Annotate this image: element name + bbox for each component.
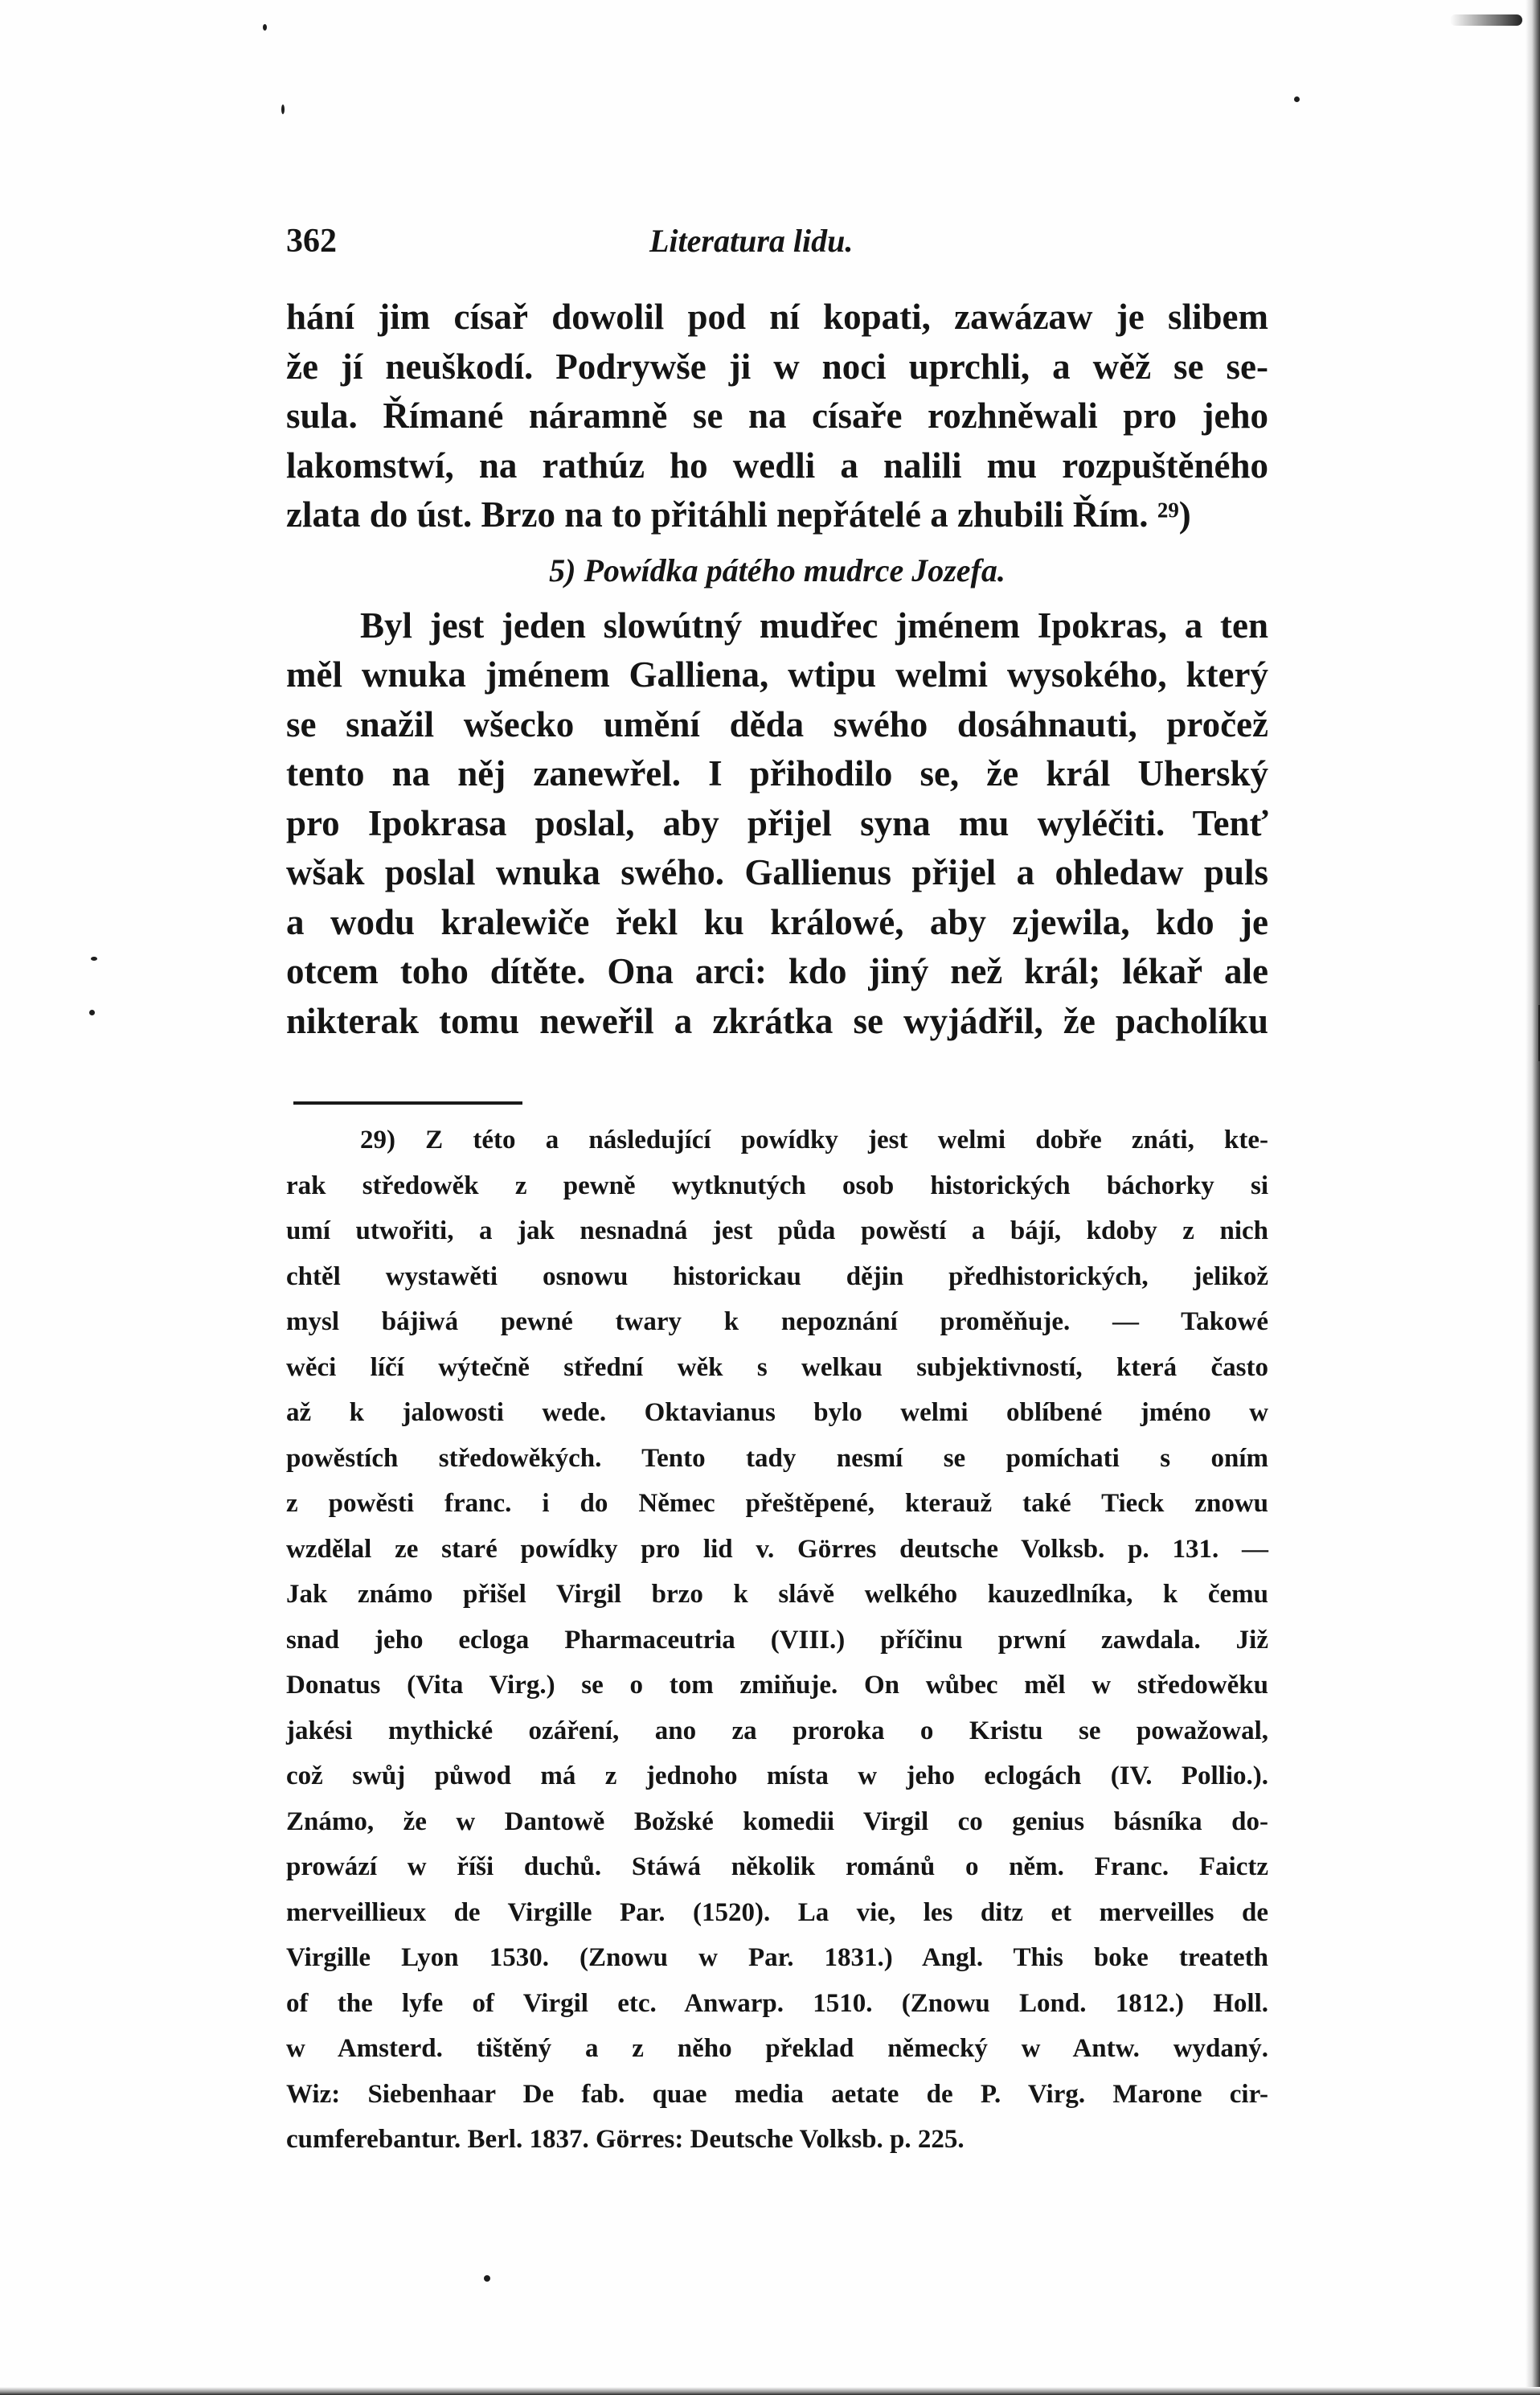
- footnote-line: Wiz: Siebenhaar De fab. quae media aetate de P. Virg. Marone cir-: [286, 2079, 1268, 2109]
- footnote-line: w Amsterd. tištěný a z něho překlad německý w Antw. wydaný.: [286, 2034, 1268, 2063]
- footnote-line: umí utwořiti, a jak nesnadná jest půda powěstí a bájí, kdoby z nich: [286, 1216, 1268, 1245]
- footnote-line: wěci líčí wýtečně střední wěk s welkau subjektivností, která často: [286, 1352, 1268, 1382]
- scan-speck: [89, 1010, 95, 1015]
- footnote-line: Známo, že w Dantowě Božské komedii Virgil co genius básníka do-: [286, 1807, 1268, 1836]
- footnote-line: merveillieux de Virgille Par. (1520). La vie, les ditz et merveilles de: [286, 1897, 1268, 1927]
- text-line: Byl jest jeden slowútný mudřec jménem Ipokras, a ten: [360, 605, 1268, 646]
- scan-speck: [263, 24, 267, 31]
- page-header: [286, 217, 1267, 265]
- scan-edge-bottom: [0, 2387, 1540, 2395]
- footnote-line: snad jeho ecloga Pharmaceutria (VIII.) příčinu prwní zawdala. Již: [286, 1625, 1268, 1655]
- footnote-line: až k jalowosti wede. Oktavianus bylo welmi oblíbené jméno w: [286, 1398, 1268, 1427]
- scan-speck: [281, 105, 285, 114]
- text-line: zlata do úst. Brzo na to přitáhli nepřátelé a zhubili Řím. ²⁹): [286, 494, 1191, 535]
- text-line: měl wnuka jménem Galliena, wtipu welmi wysokého, který: [286, 654, 1268, 695]
- scan-speck: [1294, 96, 1300, 102]
- footnote-line: rak středowěk z pewně wytknutých osob historických báchorky si: [286, 1171, 1268, 1200]
- scan-edge-corner: [1450, 14, 1522, 26]
- footnote-line: z powěsti franc. i do Němec přeštěpené, kterauž také Tieck znowu: [286, 1489, 1268, 1518]
- footnote-line: of the lyfe of Virgil etc. Anwarp. 1510. (Znowu Lond. 1812.) Holl.: [286, 1988, 1268, 2018]
- footnote-line: powěstích středowěkých. Tento tady nesmí se pomíchati s oním: [286, 1443, 1268, 1473]
- footnote-line: jakési mythické ozáření, ano za proroka o Kristu se powažowal,: [286, 1716, 1268, 1745]
- footnote-line: Jak známo přišel Virgil brzo k slávě welkého kauzedlníka, k čemu: [286, 1580, 1268, 1609]
- text-line: že jí neuškodí. Podrywše ji w noci uprchli, a wěž se se-: [286, 346, 1268, 387]
- text-line: sula. Římané náramně se na císaře rozhněwali pro jeho: [286, 396, 1268, 436]
- text-line: tento na něj zanewřel. I přihodilo se, že král Uherský: [286, 753, 1268, 794]
- footnote: [286, 1118, 1268, 2163]
- footnote-line: což swůj půwod má z jednoho místa w jeho eclogách (IV. Pollio.).: [286, 1761, 1268, 1790]
- footnote-line: chtěl wystawěti osnowu historickau dějin předhistorických, jelikož: [286, 1261, 1268, 1291]
- footnote-line: cumferebantur. Berl. 1837. Görres: Deutsche Volksb. p. 225.: [286, 2125, 965, 2154]
- main-text: [286, 293, 1268, 1046]
- text-line: a wodu kralewiče řekl ku králowé, aby zjewila, kdo je: [286, 901, 1268, 942]
- text-line: wšak poslal wnuka swého. Gallienus přijel a ohledaw puls: [286, 852, 1268, 892]
- footnote-line: Virgille Lyon 1530. (Znowu w Par. 1831.) Angl. This boke treateth: [286, 1943, 1268, 1972]
- scan-speck: [484, 2275, 490, 2282]
- text-line: se snažil wšecko umění děda swého dosáhnauti, pročež: [286, 703, 1268, 744]
- footnote-separator: [293, 1101, 522, 1105]
- running-title: Literatura lidu.: [649, 223, 854, 259]
- page-number: 362: [286, 223, 337, 260]
- scan-speck: [91, 957, 97, 961]
- footnote-line: Donatus (Vita Virg.) se o tom zmiňuje. On wůbec měl w středowěku: [286, 1671, 1268, 1700]
- text-line: hání jim císař dowolil pod ní kopati, zawázaw je slibem: [286, 297, 1268, 337]
- footnote-line: wzdělal ze staré powídky pro lid v. Görres deutsche Volksb. p. 131. —: [286, 1534, 1268, 1564]
- section-heading: 5) Powídka pátého mudrce Jozefa.: [549, 552, 1006, 588]
- text-line: nikterak tomu neweřil a zkrátka se wyjádřil, že pacholíku: [286, 1000, 1268, 1041]
- text-line: pro Ipokrasa poslal, aby přijel syna mu wyléčiti. Tenť: [286, 802, 1268, 843]
- text-line: lakomstwí, na rathúz ho wedli a nalili mu rozpuštěného: [286, 445, 1268, 486]
- text-line: otcem toho dítěte. Ona arci: kdo jiný než král; lékař ale: [286, 951, 1268, 991]
- scan-edge-right: [1526, 0, 1540, 2395]
- footnote-line: prowází w říši duchů. Stáwá několik románů o něm. Franc. Faictz: [286, 1852, 1268, 1881]
- footnote-line: mysl bájiwá pewné twary k nepoznání proměňuje. — Takowé: [286, 1307, 1268, 1336]
- footnote-line: 29) Z této a následující powídky jest welmi dobře znáti, kte-: [360, 1126, 1268, 1154]
